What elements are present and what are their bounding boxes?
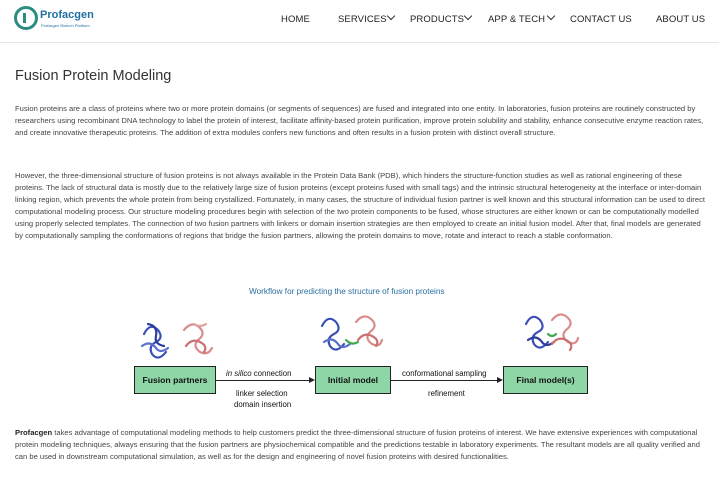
structure-paragraph: However, the three-dimensional structure of fusion proteins is not always available in the Protein Data Bank (PDB), which hinders the structure-function studies as well as rational engineering of these proteins. The lack of structural data is mostly due to the relatively large size of fusion proteins (except proteins fused with small tags) and the intrinsic structural heterogeneity at the interface or inter-domain linking region, which prevents the whole protein from being crystallized. Fortunately, in many cases, the structure of individual fusion partner is well known and this structural information can be used to direct computational modeling process. Our structure modeling procedures begin with selection of the two protein components to be fused, whose structures are either known or can be computationally modelled using properly selected templates. The connection of two fusion partners with linkers or domain insertion strategies are then employed to create an initial fusion model. After that, final models are generated by computationally sampling the conformations of regions that bridge the fusion partners, allowing the protein domains to move, rotate and interact to reach a stable conformation. xyxy=(15,171,705,240)
connection-label: in silico connection xyxy=(226,369,292,378)
nav-contact-us[interactable]: CONTACT US xyxy=(570,14,632,25)
nav-home[interactable]: HOME xyxy=(281,14,310,25)
workflow-title: Workflow for predicting the structure of fusion proteins xyxy=(249,287,445,296)
fusion-partners-box: Fusion partners xyxy=(134,366,216,394)
logo-text: Profacgen xyxy=(40,9,94,21)
company-name: Profacgen xyxy=(15,428,53,437)
nav-app-tech[interactable]: APP & TECH xyxy=(488,14,546,25)
sampling-arrow-line xyxy=(391,380,497,381)
sampling-arrow-head xyxy=(497,377,503,383)
nav-about-us[interactable]: ABOUT US xyxy=(656,14,706,25)
connection-arrow-line xyxy=(216,380,309,381)
final-model-structure-image xyxy=(516,310,588,360)
nav-products[interactable]: PRODUCTS xyxy=(410,14,465,25)
chevron-down-icon[interactable] xyxy=(547,12,555,20)
initial-model-box: Initial model xyxy=(315,366,391,394)
logo-icon xyxy=(14,6,38,30)
fusion-partners-structure-image xyxy=(138,316,218,360)
chevron-down-icon[interactable] xyxy=(387,12,395,20)
linker-selection-label: linker selection xyxy=(236,389,288,398)
closing-paragraph xyxy=(15,427,707,463)
intro-paragraph: Fusion proteins are a class of proteins where two or more protein domains (or segments of sequences) are fused and integrated into one entity. In laboratories, fusion proteins are routinely constructed by researchers using recombinant DNA technology to label the protein of interest, facilitate affinity-based protein purification, improve protein solubility and stability, enhance consecutive enzyme reaction rates, and create innovative therapeutic proteins. The addition of extra modules confers new functions and often results in a fusion protein with distinct overall structure. xyxy=(15,104,704,137)
closing-paragraph-text: takes advantage of computational modeling methods to help customers predict the three-dimensional structure of fusion proteins of interest. We have extensive experiences with computational protein modeling techniques, always ensuring that the fusion partners are physiochemical compatible and the predictions testable in laboratory experiments. The resultant models are all quality verified and can be used in downstream computational simulation, as well as for the design and engineering of novel fusion proteins with desired functionalities. xyxy=(15,428,700,461)
domain-insertion-label: domain insertion xyxy=(234,400,292,409)
conformational-sampling-label: conformational sampling xyxy=(402,369,487,378)
logo[interactable] xyxy=(14,6,94,34)
refinement-label: refinement xyxy=(428,389,465,398)
logo-subtitle: Profacgen Biotech Platform xyxy=(41,23,90,28)
nav-services[interactable]: SERVICES xyxy=(338,14,387,25)
page-title: Fusion Protein Modeling xyxy=(15,68,172,84)
chevron-down-icon[interactable] xyxy=(464,12,472,20)
site-header xyxy=(0,0,719,43)
initial-model-structure-image xyxy=(316,310,388,360)
connection-arrow-head xyxy=(309,377,315,383)
final-model-box: Final model(s) xyxy=(503,366,588,394)
